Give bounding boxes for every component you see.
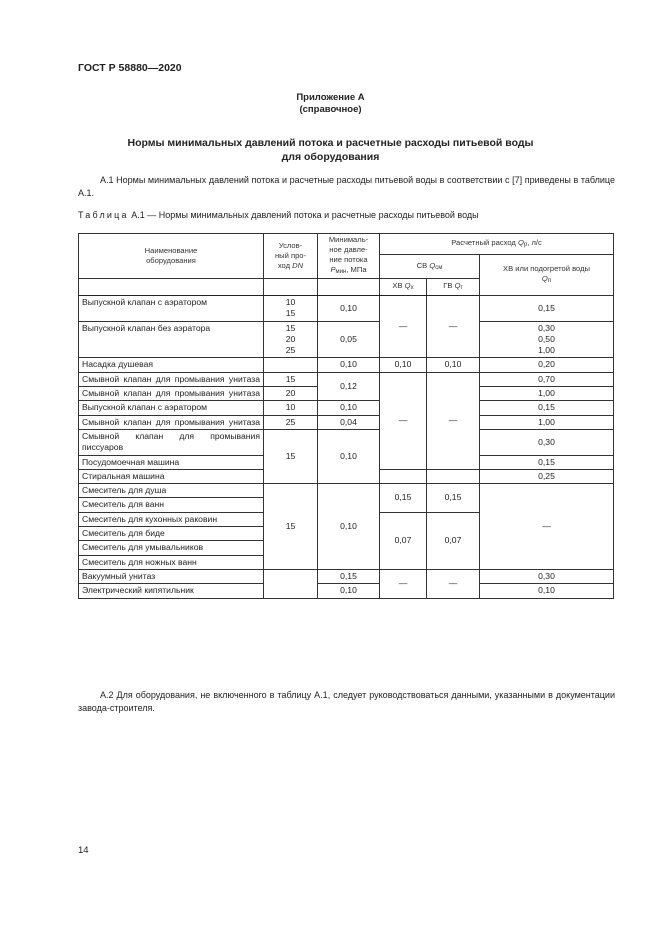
cell-gv: 0,10	[427, 358, 480, 372]
header-p-l1: Минималь-	[328, 235, 369, 244]
cell-pressure: 0,10	[318, 484, 380, 570]
cell-hv: 0,10	[380, 358, 427, 372]
cell-pressure: 0,10	[318, 296, 380, 322]
cell-name: Выпускной клапан без аэратора	[79, 321, 264, 358]
cell-name: Посудомоечная машина	[79, 455, 264, 469]
table-header	[79, 234, 614, 296]
cell-dn-val: 25	[285, 345, 296, 356]
header-total-text: ХВ или подогретой воды	[503, 264, 590, 273]
cell-dn-val: 15	[285, 308, 296, 319]
cell-hv: 0,07	[380, 512, 427, 569]
cell-dn: 15	[264, 429, 318, 483]
header-dn-cont	[264, 279, 318, 296]
table-row	[79, 321, 614, 358]
cell-total-val: 1,00	[538, 345, 555, 356]
cell-total: 0,25	[480, 469, 614, 483]
cell-total: 0,15	[480, 401, 614, 415]
table-row	[79, 358, 614, 372]
cell-dn: 15	[264, 484, 318, 570]
cell-total: 0,30	[480, 569, 614, 583]
header-name-cont	[79, 279, 264, 296]
header-p-sym: P	[330, 265, 336, 274]
cell-name: Электрический кипятильник	[79, 584, 264, 598]
header-total	[480, 255, 614, 296]
cell-total	[480, 321, 614, 358]
page-number: 14	[78, 845, 89, 856]
header-hv-text: ХВ	[392, 281, 403, 290]
cell-dn	[264, 358, 318, 372]
header-flow-sub: p	[523, 242, 528, 248]
cell-pressure: 0,10	[318, 429, 380, 483]
header-flow	[380, 234, 614, 255]
cell-dn-val: 10	[285, 297, 296, 307]
header-p-l3: ние потока	[329, 255, 368, 264]
cell-name: Смывной клапан для промывания унитаза	[79, 415, 264, 429]
main-title-line1: Нормы минимальных давлений потока и расчетные расходы питьевой воды	[127, 137, 534, 149]
cell-dn: 20	[264, 387, 318, 401]
cell-pressure: 0,10	[318, 401, 380, 415]
cell-name: Насадка душевая	[79, 358, 264, 372]
cell-dn: 10	[264, 401, 318, 415]
header-hv-sym: Q	[404, 281, 411, 290]
cell-hv: 0,15	[380, 484, 427, 513]
header-gv-text: ГВ	[443, 281, 453, 290]
table-row	[79, 415, 614, 429]
cell-name: Выпускной клапан с аэратором	[79, 296, 264, 322]
cell-total: 0,10	[480, 584, 614, 598]
cell-total: 0,15	[480, 455, 614, 469]
header-hv	[380, 279, 427, 296]
cell-total-val: 0,30	[538, 322, 555, 333]
paragraph-a2: А.2 Для оборудования, не включенного в таблицу А.1, следует руководствоваться данными, указанными в документации завода-строителя.	[78, 690, 615, 713]
header-sv-sub: см	[435, 264, 443, 271]
main-title-line2: для оборудования	[281, 151, 380, 163]
table-caption	[78, 210, 479, 220]
header-p-cont	[318, 279, 380, 296]
cell-pressure: 0,04	[318, 415, 380, 429]
header-total-sym: Q	[541, 274, 548, 283]
cell-gv	[427, 469, 480, 483]
cell-name: Смывной клапан для промывания писсуаров	[79, 429, 264, 455]
cell-dn	[264, 296, 318, 322]
header-dn-l2: ный про-	[274, 251, 307, 260]
cell-gv: —	[427, 569, 480, 598]
cell-dn	[264, 321, 318, 358]
header-dn-l3: ход	[277, 261, 291, 270]
appendix-title: Приложение А	[296, 92, 365, 103]
cell-pressure: 0,10	[318, 584, 380, 598]
header-name	[79, 234, 264, 279]
cell-total: 1,00	[480, 415, 614, 429]
cell-total: —	[480, 484, 614, 570]
header-dn-l3-wrap	[267, 261, 314, 271]
cell-hv: —	[380, 569, 427, 598]
header-sv	[380, 255, 480, 279]
header-gv-sub: г	[460, 285, 463, 291]
cell-pressure: 0,10	[318, 358, 380, 372]
cell-hv: —	[380, 372, 427, 469]
table-row	[79, 296, 614, 322]
cell-pressure: 0,15	[318, 569, 380, 583]
cell-dn	[264, 569, 318, 598]
header-sv-text: СВ	[416, 260, 428, 270]
table-row	[79, 401, 614, 415]
header-gv	[427, 279, 480, 296]
cell-total: 0,15	[480, 296, 614, 322]
table-caption-text: — Нормы минимальных давлений потока и расчетные расходы питьевой воды	[147, 210, 479, 220]
cell-name: Смывной клапан для промывания унитаза	[79, 372, 264, 386]
cell-pressure: 0,12	[318, 372, 380, 401]
header-name-l1: Наименование	[144, 246, 198, 255]
header-flow-sym: Q	[517, 238, 524, 247]
paragraph-a1: А.1 Нормы минимальных давлений потока и расчетные расходы питьевой воды в соответствии с [7] приведены в таблице А.1.	[78, 175, 615, 198]
header-p-sub: мин	[335, 269, 347, 275]
cell-gv: —	[427, 372, 480, 469]
table-caption-prefix: Таблица	[78, 210, 129, 220]
header-sv-sym: Q	[429, 260, 436, 270]
cell-name: Выпускной клапан с аэратором	[79, 401, 264, 415]
cell-total-val: 0,50	[538, 333, 555, 344]
header-flow-text: Расчетный расход	[451, 238, 516, 247]
table-row	[79, 372, 614, 386]
header-gv-sym: Q	[454, 281, 461, 290]
header-p-l4	[321, 265, 376, 277]
cell-name: Вакуумный унитаз	[79, 569, 264, 583]
table-row	[79, 584, 614, 598]
cell-name: Смеситель для ножных ванн	[79, 555, 264, 569]
table-body	[79, 296, 614, 599]
table-row	[79, 569, 614, 583]
header-dn-sym: DN	[292, 261, 304, 270]
cell-gv: 0,07	[427, 512, 480, 569]
appendix-heading	[0, 92, 661, 116]
cell-total: 1,00	[480, 387, 614, 401]
header-p-unit: , МПа	[346, 265, 367, 274]
cell-name: Смеситель для кухонных раковин	[79, 512, 264, 526]
cell-pressure: 0,05	[318, 321, 380, 358]
header-total-sub: п	[547, 278, 552, 284]
cell-name: Смеситель для биде	[79, 527, 264, 541]
header-dn	[264, 234, 318, 279]
cell-total: 0,20	[480, 358, 614, 372]
cell-name: Стиральная машина	[79, 469, 264, 483]
main-title	[0, 136, 661, 164]
cell-hv: —	[380, 296, 427, 358]
cell-name: Смеситель для умывальников	[79, 541, 264, 555]
cell-gv: —	[427, 296, 480, 358]
header-total-symbol	[483, 274, 610, 286]
header-hv-sub: х	[410, 285, 414, 291]
header-pressure	[318, 234, 380, 279]
header-p-l2: ное давле-	[329, 245, 368, 254]
header-flow-unit: , л/с	[527, 238, 542, 247]
header-dn-l1: Услов-	[278, 241, 303, 250]
cell-dn: 15	[264, 372, 318, 386]
table-caption-number: А.1	[131, 210, 145, 220]
appendix-note: (справочное)	[299, 104, 362, 115]
cell-dn: 25	[264, 415, 318, 429]
cell-name: Смеситель для душа	[79, 484, 264, 498]
data-table	[78, 233, 614, 599]
header-name-l2: оборудования	[146, 256, 196, 265]
cell-name: Смеситель для ванн	[79, 498, 264, 512]
cell-hv	[380, 469, 427, 483]
cell-name: Смывной клапан для промывания унитаза	[79, 387, 264, 401]
cell-total: 0,30	[480, 429, 614, 455]
cell-total: 0,70	[480, 372, 614, 386]
table-row	[79, 484, 614, 498]
standard-number: ГОСТ Р 58880—2020	[78, 62, 182, 74]
table-row	[79, 429, 614, 455]
cell-dn-val: 20	[285, 333, 296, 344]
cell-dn-val: 15	[285, 322, 296, 333]
cell-gv: 0,15	[427, 484, 480, 513]
